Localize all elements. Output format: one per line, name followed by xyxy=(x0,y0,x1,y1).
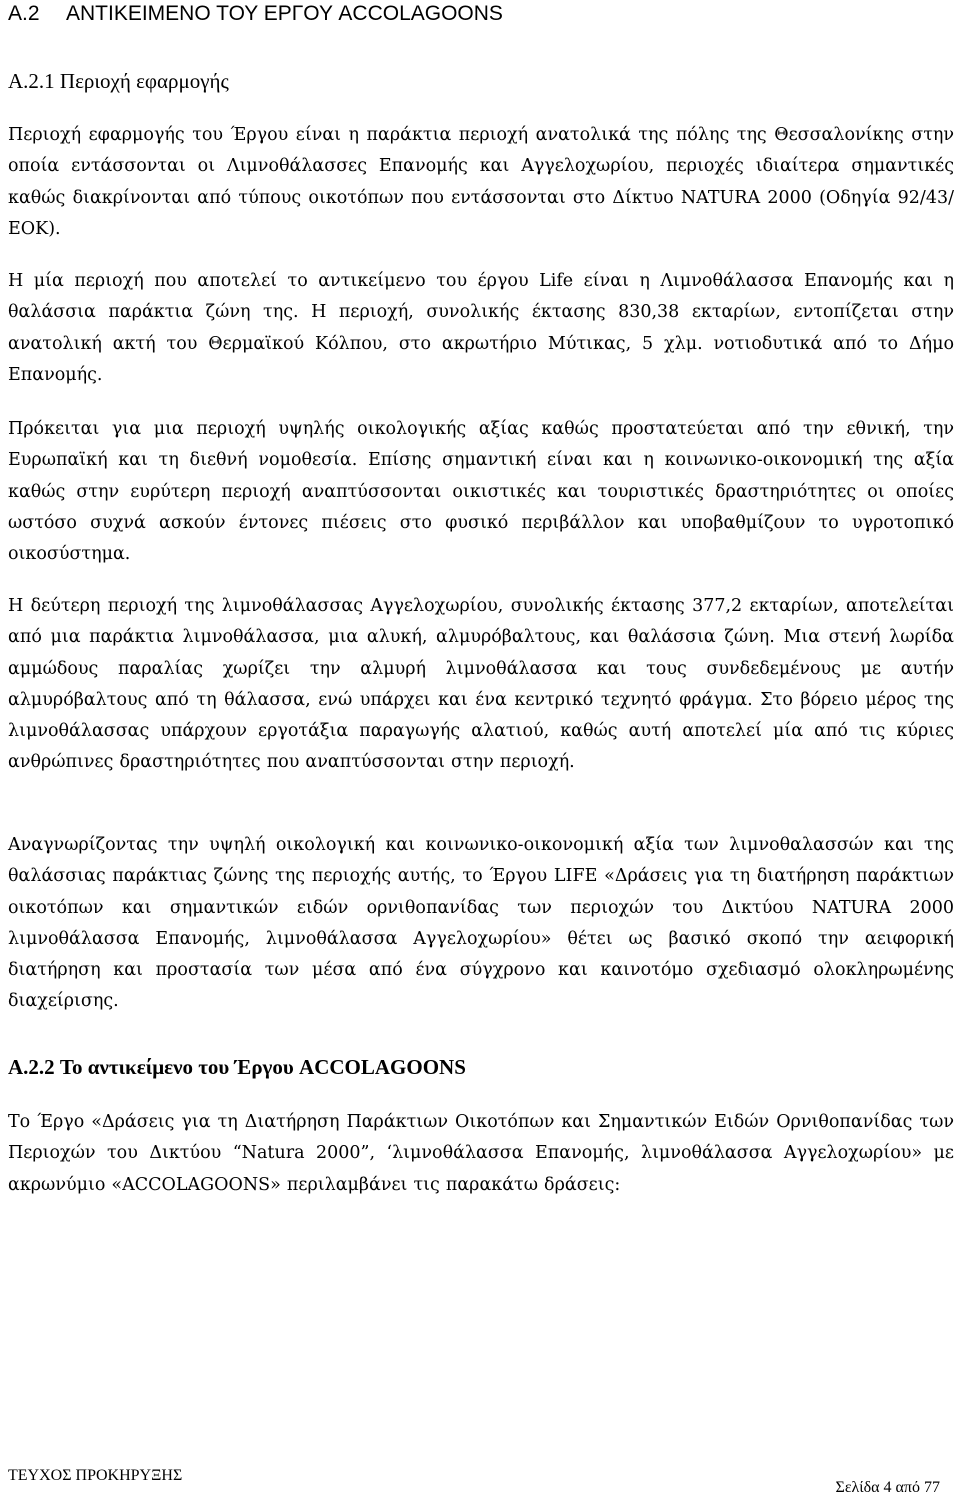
paragraph-life-project: Αναγνωρίζοντας την υψηλή οικολογική και κοινωνικο-οικονομική αξία των λιμνοθαλασσών και της θαλάσσιας παράκτιας ζώνης της περιοχής αυτής, το Έργου LIFE «Δράσεις για τη διατήρηση παράκτιων οικοτόπων και σημαντικών ειδών ορνιθοπανίδας των περιοχών του Δικτύου NATURA 2000 λιμνοθάλασσα Επανομής, λιμνοθάλασσα Αγγελοχωρίου» θέτει ως βασικό σκοπό την αειφορική διατήρηση και προστασία των μέσα από ένα σύγχρονο και καινοτόμο σχεδιασμό ολοκληρωμένης διαχείρισης. xyxy=(8,835,954,1012)
subsection-heading-a21: A.2.1 Περιοχή εφαρμογής xyxy=(8,69,229,93)
subsection-heading-a22: A.2.2 Το αντικείμενο του Έργου ACCOLAGOONS xyxy=(8,1055,466,1079)
paragraph-angelochori: Η δεύτερη περιοχή της λιμνοθάλασσας Αγγελοχωρίου, συνολικής έκτασης 377,2 εκταρίων, αποτελείται από μια παράκτια λιμνοθάλασσα, μια αλυκή, αλμυρόβαλτους, και θαλάσσια ζώνη. Μια στενή λωρίδα αμμώδους παραλίας χωρίζει την αλμυρή λιμνοθάλασσα και τους συνδεδεμένους με αυτήν αλμυρόβαλτους από τη θάλασσα, ενώ υπάρχει και ένα κεντρικό τεχνητό φράγμα. Στο βόρειο μέρος της λιμνοθάλασσας υπάρχουν εργοτάξια παραγωγής αλατιού, καθώς αυτή αποτελεί μία από τις κύριες ανθρώπινες δραστηριότητες που αναπτύσσονται στην περιοχή. xyxy=(8,596,954,773)
section-number: A.2 xyxy=(8,2,40,25)
section-heading xyxy=(8,0,503,28)
section-title: ΑΝΤΙΚΕΙΜΕΝΟ ΤΟΥ ΕΡΓΟΥ ACCOLAGOONS xyxy=(66,2,503,25)
paragraph-ecological-value: Πρόκειται για μια περιοχή υψηλής οικολογικής αξίας καθώς προστατεύεται από την εθνική, την Ευρωπαϊκή και τη διεθνή νομοθεσία. Επίσης σημαντική είναι και η κοινωνικο-οικονομική της αξία καθώς στην ευρύτερη περιοχή αναπτύσσονται οικιστικές και τουριστικές δραστηριότητες οι οποίες ωστόσο συχνά ασκούν έντονες πιέσεις στο φυσικό περιβάλλον και υποβαθμίζουν το υγροτοπικό οικοσύστημα. xyxy=(8,419,954,565)
paragraph-scope: Περιοχή εφαρμογής του Έργου είναι η παράκτια περιοχή ανατολικά της πόλης της Θεσσαλονίκης στην οποία εντάσσονται οι Λιμνοθάλασσες Επανομής και Αγγελοχωρίου, περιοχές ιδιαίτερα σημαντικές καθώς διακρίνονται από τύπους οικοτόπων που εντάσσονται στο Δίκτυο NATURA 2000 (Οδηγία 92/43/ΕΟΚ). xyxy=(8,125,954,239)
paragraph-project-actions: Το Έργο «Δράσεις για τη Διατήρηση Παράκτιων Οικοτόπων και Σημαντικών Ειδών Ορνιθοπανίδας των Περιοχών του Δικτύου “Natura 2000”, ‘λιμνοθάλασσα Επανομής, λιμνοθάλασσα Αγγελοχωρίου» με ακρωνύμιο «ACCOLAGOONS» περιλαμβάνει τις παρακάτω δράσεις: xyxy=(8,1112,954,1195)
footer-document-title: ΤΕΥΧΟΣ ΠΡΟΚΗΡΥΞΗΣ xyxy=(8,1467,183,1484)
paragraph-epanomi: Η μία περιοχή που αποτελεί το αντικείμενο του έργου Life είναι η Λιμνοθάλασσα Επανομής και η θαλάσσια παράκτια ζώνη της. Η περιοχή, συνολικής έκτασης 830,38 εκταρίων, εντοπίζεται στην ανατολική ακτή του Θερμαϊκού Κόλπου, στο ακρωτήριο Μύτικας, 5 χλμ. νοτιοδυτικά από το Δήμο Επανομής. xyxy=(8,271,954,385)
footer-page-number: Σελίδα 4 από 77 xyxy=(835,1479,940,1496)
